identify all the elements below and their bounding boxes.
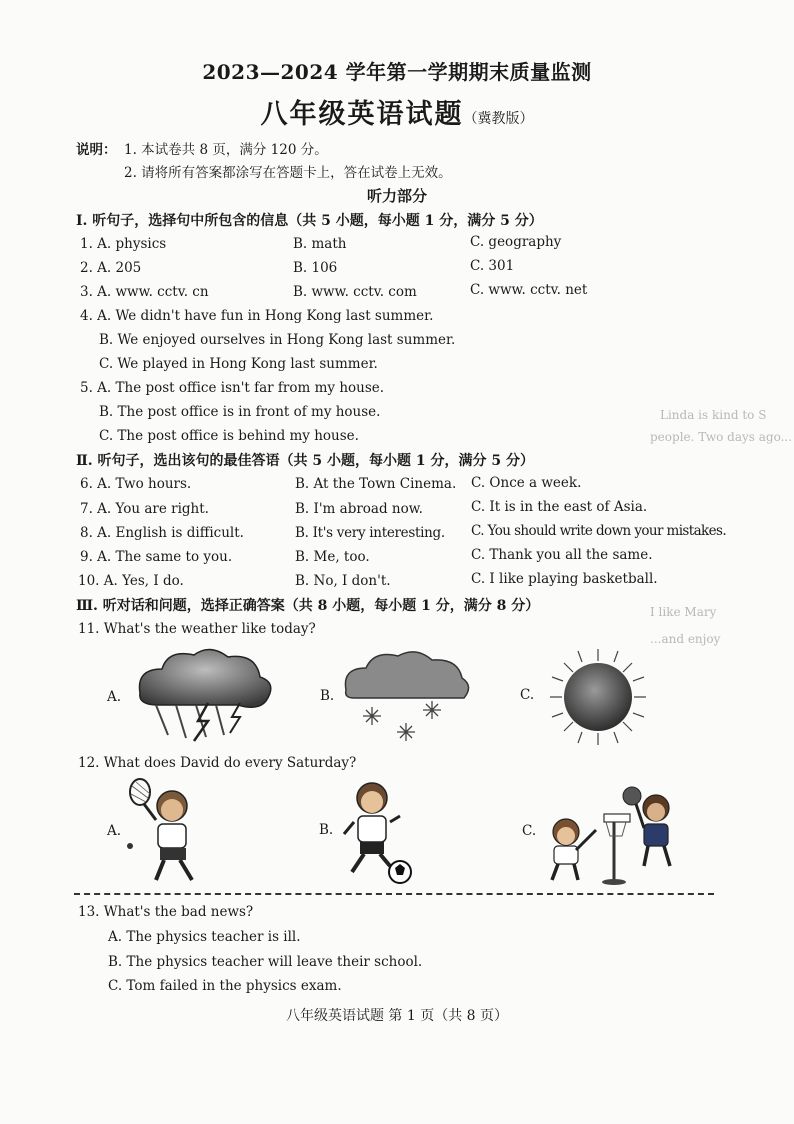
subtitle-text: 八年级英语试题	[260, 99, 464, 130]
q12-label-c: C.	[522, 823, 537, 839]
q11-stem: 11. What's the weather like today?	[78, 621, 316, 637]
q6-option-c: C. Once a week.	[471, 475, 582, 491]
edition-label: （冀教版）	[463, 111, 534, 127]
note-item-2: 2. 请将所有答案都涂写在答题卡上，答在试卷上无效。	[124, 165, 452, 181]
q2-option-a: 2. A. 205	[80, 260, 142, 276]
section-3-title: Ⅲ. 听对话和问题，选择正确答案（共 8 小题，每小题 1 分，满分 8 分）	[76, 598, 540, 614]
q11-label-b: B.	[320, 688, 335, 704]
q13-option-b: B. The physics teacher will leave their school.	[108, 954, 423, 970]
q11-label-a: A.	[107, 689, 122, 705]
bleed-text-3: I like Mary	[650, 605, 717, 619]
q4-option-b: B. We enjoyed ourselves in Hong Kong last summer.	[99, 332, 456, 348]
basketball-players-icon	[540, 780, 680, 886]
q3-option-a: 3. A. www. cctv. cn	[80, 284, 209, 300]
q1-option-c: C. geography	[470, 234, 562, 250]
bleed-text-4: ...and enjoy	[650, 632, 721, 646]
q11-label-c: C.	[520, 687, 535, 703]
q2-option-b: B. 106	[293, 260, 338, 276]
q9-option-c: C. Thank you all the same.	[471, 547, 653, 563]
q5-option-b: B. The post office is in front of my house.	[99, 404, 381, 420]
q12-label-a: A.	[107, 823, 122, 839]
q4-option-a: 4. A. We didn't have fun in Hong Kong last summer.	[80, 308, 434, 324]
exam-title: 2023—2024 学年第一学期期末质量监测	[202, 60, 592, 84]
q6-option-b: B. At the Town Cinema.	[295, 476, 457, 492]
page-footer: 八年级英语试题 第 1 页（共 8 页）	[285, 1008, 509, 1024]
q2-option-c: C. 301	[470, 258, 515, 274]
note-item-1: 1. 本试卷共 8 页，满分 120 分。	[124, 142, 328, 158]
q1-option-a: 1. A. physics	[80, 236, 167, 252]
bleed-text-2: people. Two days ago...	[650, 430, 793, 444]
q6-option-a: 6. A. Two hours.	[80, 476, 192, 492]
q4-option-c: C. We played in Hong Kong last summer.	[99, 356, 378, 372]
snow-cloud-icon	[336, 646, 476, 746]
q9-option-a: 9. A. The same to you.	[80, 549, 233, 565]
q8-option-a: 8. A. English is difficult.	[80, 525, 244, 541]
q12-stem: 12. What does David do every Saturday?	[78, 755, 357, 771]
soccer-player-icon	[338, 778, 414, 886]
q1-option-b: B. math	[293, 236, 347, 252]
q13-stem: 13. What's the bad news?	[78, 904, 254, 920]
sun-icon	[548, 647, 648, 747]
q9-option-b: B. Me, too.	[295, 549, 370, 565]
q3-option-b: B. www. cctv. com	[293, 284, 417, 300]
q5-option-c: C. The post office is behind my house.	[99, 428, 359, 444]
q10-option-b: B. No, I don't.	[295, 573, 391, 589]
section-1-title: Ⅰ. 听句子，选择句中所包含的信息（共 5 小题，每小题 1 分，满分 5 分）	[76, 213, 543, 229]
q10-option-a: 10. A. Yes, I do.	[78, 573, 184, 589]
q12-label-b: B.	[319, 822, 334, 838]
notes-label: 说明：	[76, 142, 117, 158]
q8-option-c: C. You should write down your mistakes.	[471, 523, 727, 539]
exam-subtitle	[0, 92, 794, 131]
listening-part-title: 听力部分	[366, 187, 427, 205]
q8-option-b: B. It's very interesting.	[295, 525, 445, 541]
section-2-title: Ⅱ. 听句子，选出该句的最佳答语（共 5 小题，每小题 1 分，满分 5 分）	[76, 453, 535, 469]
q10-option-c: C. I like playing basketball.	[471, 571, 658, 587]
q7-option-c: C. It is in the east of Asia.	[471, 499, 648, 515]
q5-option-a: 5. A. The post office isn't far from my house.	[80, 380, 385, 396]
q13-option-a: A. The physics teacher is ill.	[108, 929, 301, 945]
q7-option-b: B. I'm abroad now.	[295, 501, 423, 517]
dashed-separator	[74, 893, 714, 895]
tennis-player-icon	[126, 776, 210, 884]
q7-option-a: 7. A. You are right.	[80, 501, 209, 517]
bleed-text-1: Linda is kind to S	[660, 408, 767, 422]
q13-option-c: C. Tom failed in the physics exam.	[108, 978, 342, 994]
thunderstorm-cloud-icon	[128, 643, 278, 743]
q3-option-c: C. www. cctv. net	[470, 282, 588, 298]
